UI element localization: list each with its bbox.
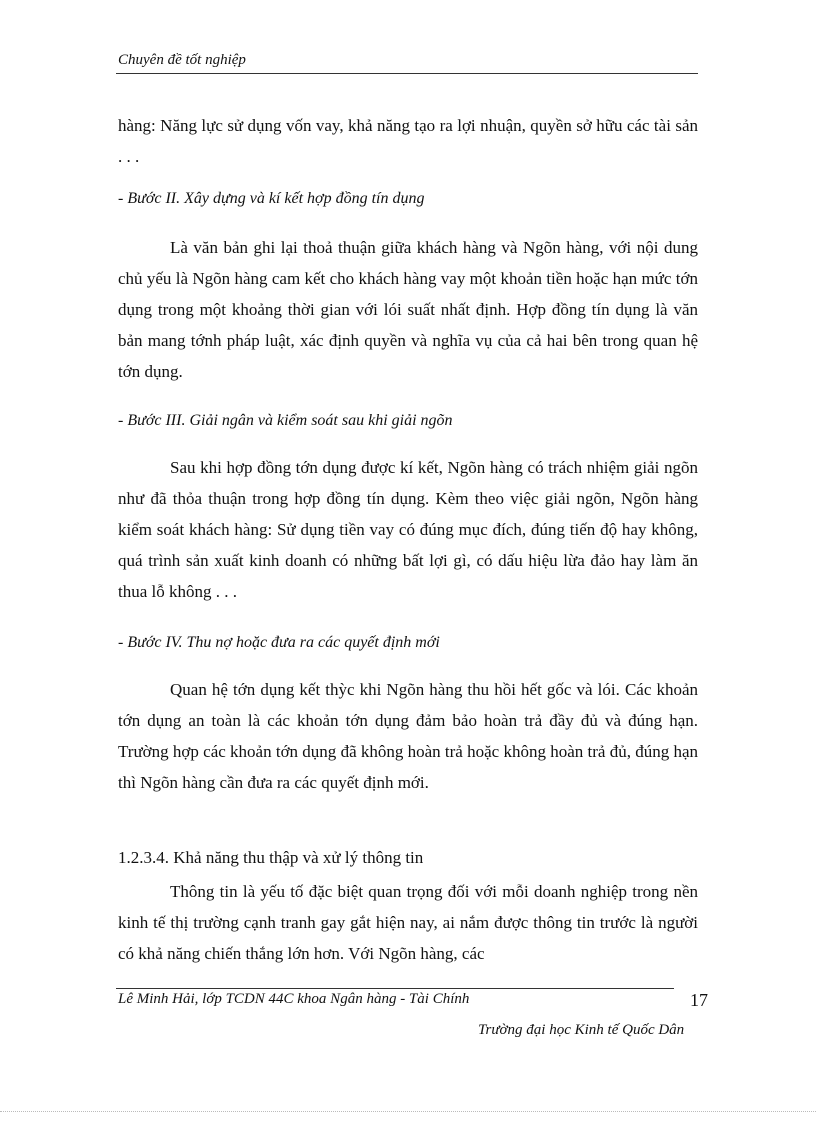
- step-2-paragraph: Là văn bản ghi lại thoả thuận giữa khách hàng và Ngõn hàng, với nội dung chủ yếu là Ngõn hàng cam kết cho khách hàng vay một khoản tiền hoặc hạn mức tớn dụng trong một khoảng thời gian với lói suất nhất định. Hợp đồng tín dụng là văn bản mang tớnh pháp luật, xác định quyền và nghĩa vụ của cả hai bên trong quan hệ tớn dụng.: [118, 238, 698, 381]
- continuation-paragraph: hàng: Năng lực sử dụng vốn vay, khả năng tạo ra lợi nhuận, quyền sở hữu các tài sản . . .: [118, 116, 698, 166]
- page-bottom-divider: [0, 1111, 816, 1112]
- section-paragraph: Thông tin là yếu tố đặc biệt quan trọng đối với mỗi doanh nghiệp trong nền kinh tế thị trường cạnh tranh gay gắt hiện nay, ai nắm được thông tin trước là người có khả năng chiến thắng lớn hơn. Với Ngõn hàng, các: [118, 882, 698, 963]
- header-divider: [116, 73, 698, 74]
- section-heading: 1.2.3.4. Khả năng thu thập và xử lý thông tin: [118, 848, 424, 867]
- step-3-paragraph: Sau khi hợp đồng tớn dụng được kí kết, Ngõn hàng có trách nhiệm giải ngõn như đã thỏa thuận trong hợp đồng tín dụng. Kèm theo việc giải ngõn, Ngõn hàng kiểm soát khách hàng: Sử dụng tiền vay có đúng mục đích, đúng tiến độ hay không, quá trình sản xuất kinh doanh có những bất lợi gì, có dấu hiệu lừa đảo hay làm ăn thua lỗ không . . .: [118, 458, 698, 601]
- page-number: 17: [690, 990, 708, 1010]
- step-2-title: - Bước II. Xây dựng và kí kết hợp đồng tín dụng: [118, 190, 425, 207]
- footer-school: Trường đại học Kinh tế Quốc Dân: [478, 1022, 685, 1038]
- step-3-title: - Bước III. Giải ngân và kiểm soát sau khi giải ngõn: [118, 412, 453, 429]
- step-4-title: - Bước IV. Thu nợ hoặc đưa ra các quyết định mới: [118, 634, 440, 651]
- page-header-title: Chuyên đề tốt nghiệp: [118, 52, 246, 68]
- footer-divider: [116, 988, 674, 989]
- step-4-paragraph: Quan hệ tớn dụng kết thỳc khi Ngõn hàng thu hồi hết gốc và lói. Các khoản tớn dụng an toàn là các khoản tớn dụng đảm bảo hoàn trả đầy đủ và đúng hạn. Trường hợp các khoản tớn dụng đã không hoàn trả hoặc không hoàn trả đủ, đúng hạn thì Ngõn hàng cần đưa ra các quyết định mới.: [118, 680, 698, 792]
- footer-author: Lê Minh Hải, lớp TCDN 44C khoa Ngân hàng - Tài Chính: [118, 991, 470, 1007]
